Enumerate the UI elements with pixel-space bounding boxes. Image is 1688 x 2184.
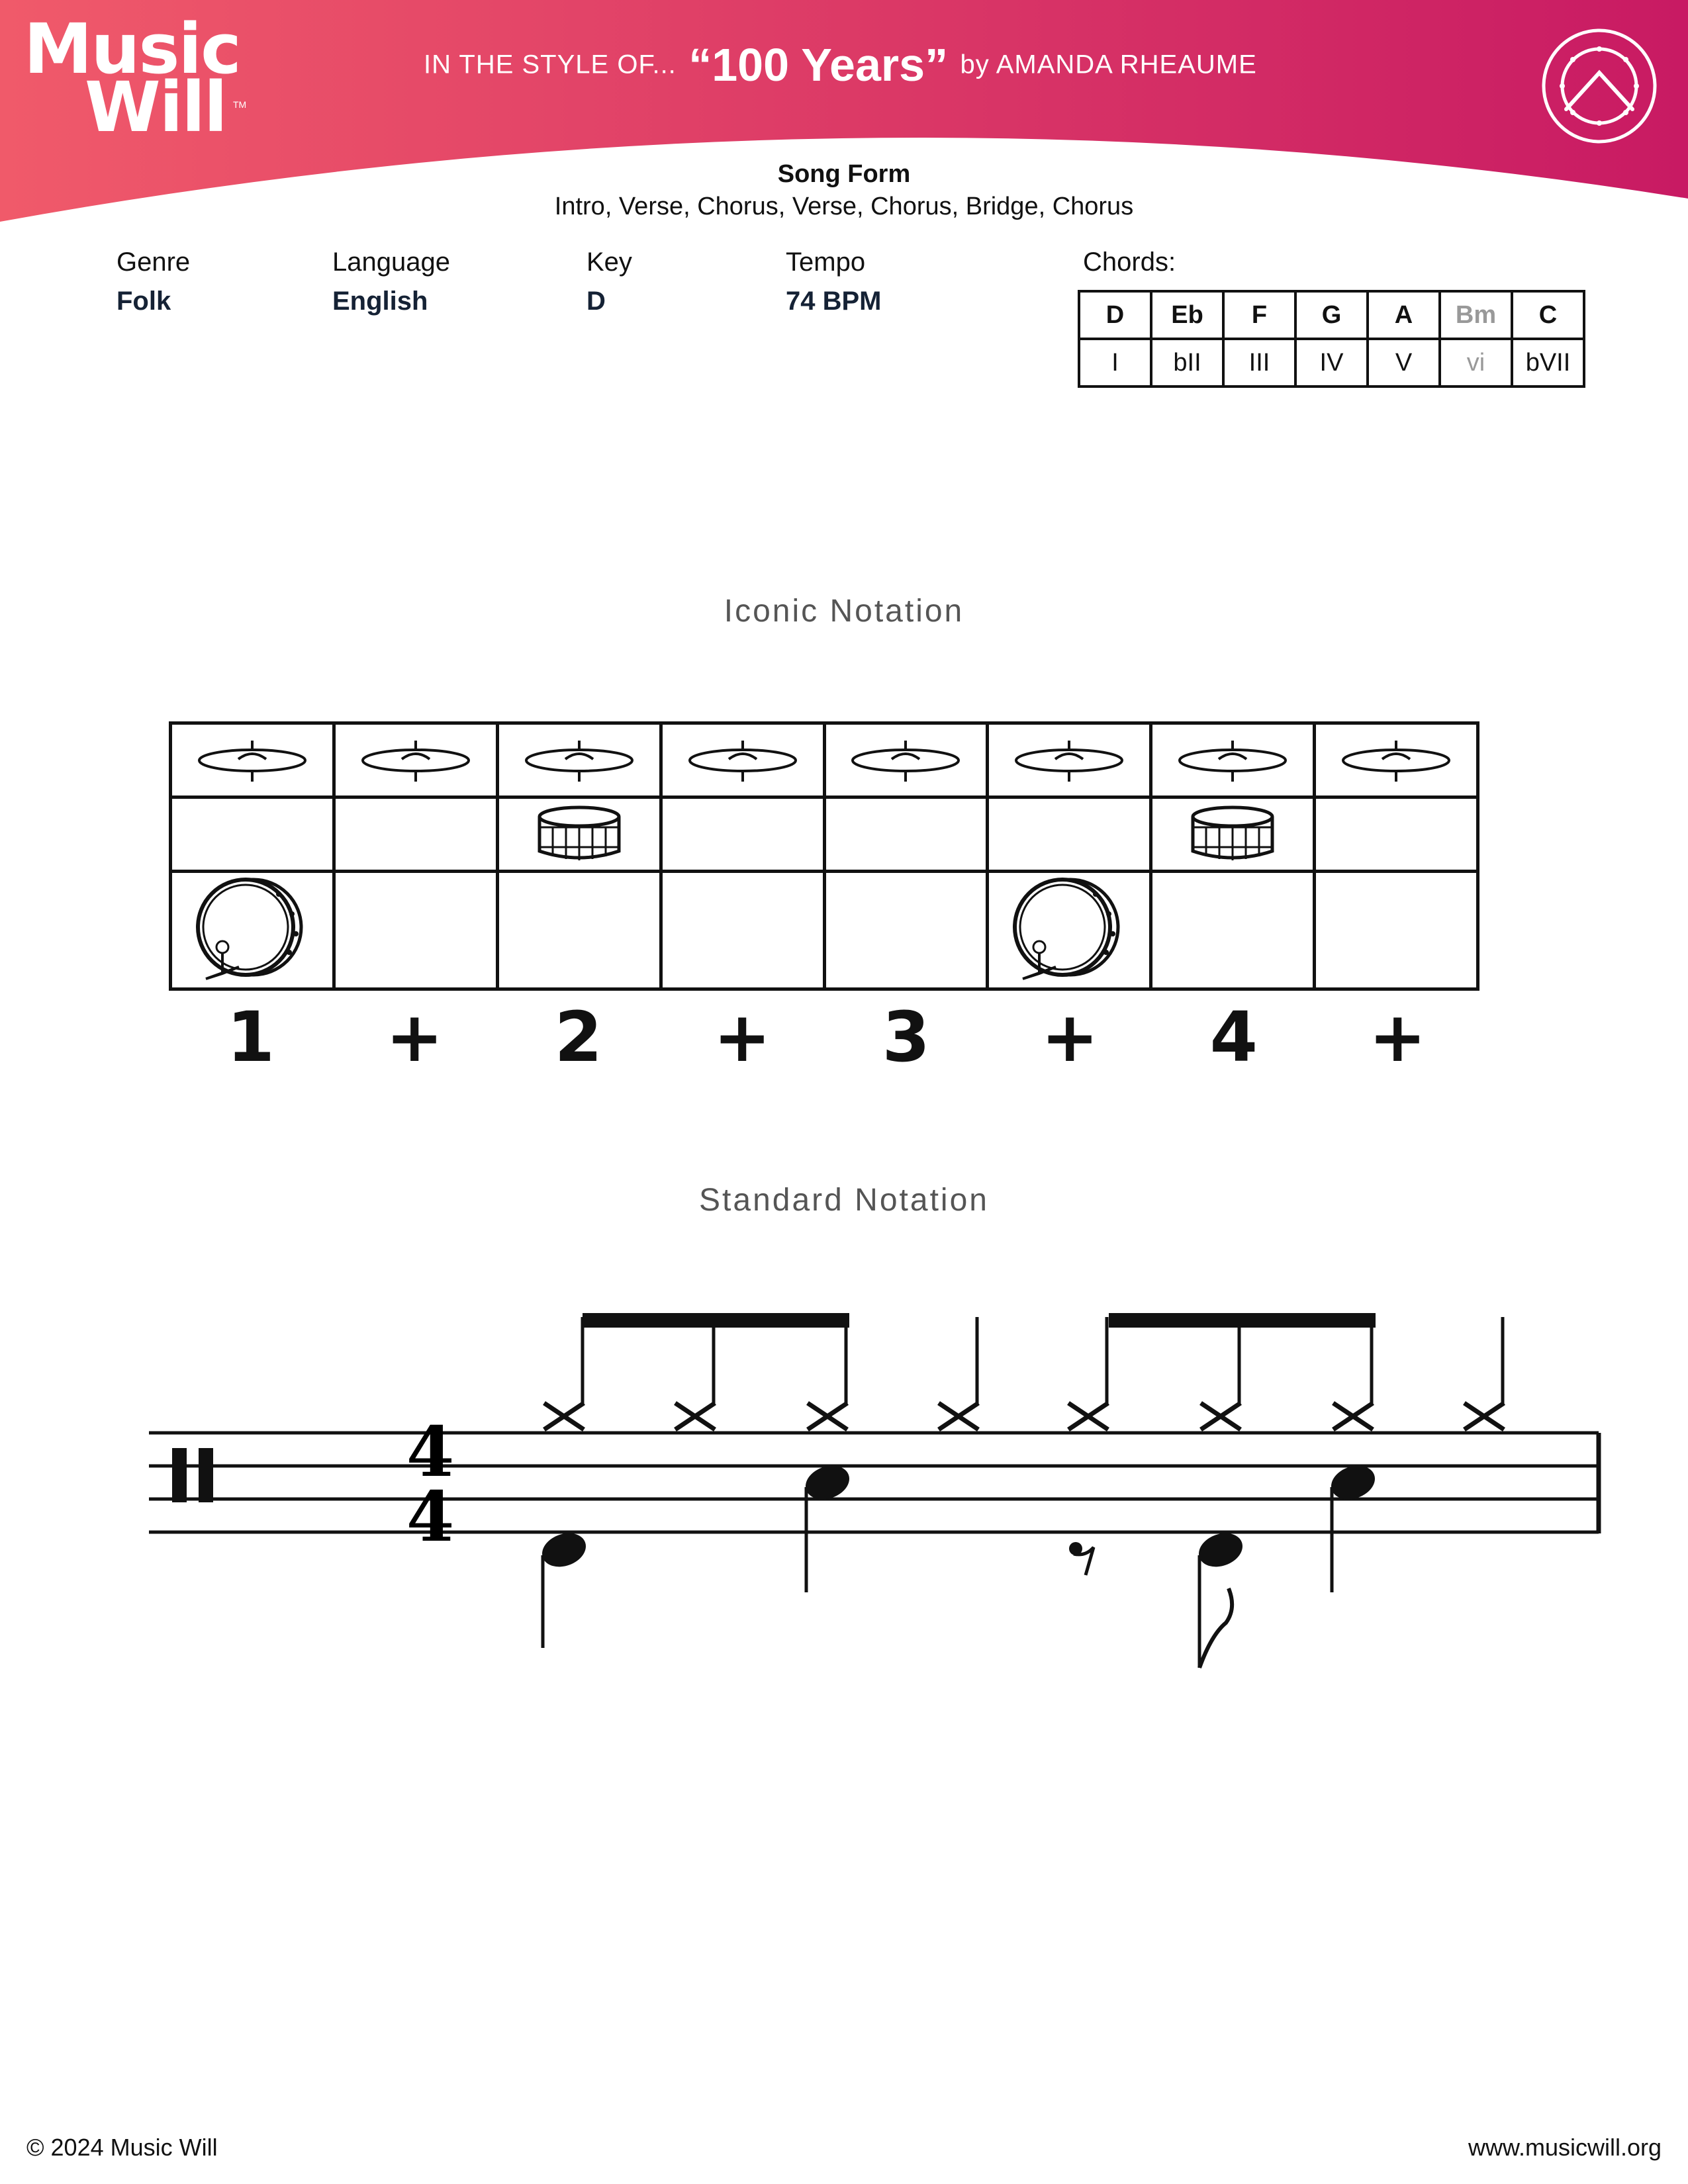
beam-1 (583, 1313, 849, 1328)
chord-name: G (1295, 291, 1368, 339)
hi-hat-cell (1152, 725, 1316, 799)
genre-block (117, 248, 190, 316)
bass-drum-cell (663, 873, 826, 991)
iconic-notation-title: Iconic Notation (724, 594, 964, 629)
copyright: © 2024 Music Will (26, 2134, 218, 2161)
chord-names-row (1079, 291, 1584, 339)
chord-name: C (1512, 291, 1584, 339)
beam-2 (1109, 1313, 1376, 1328)
music-will-logo (24, 9, 262, 148)
snare-cell (336, 799, 499, 873)
chord-numeral: bII (1151, 339, 1223, 387)
genre-label: Genre (117, 248, 191, 277)
tempo-label: Tempo (786, 248, 866, 277)
hi-hat-icon (523, 734, 635, 787)
hi-hat-cell (989, 725, 1152, 799)
logo-trademark: TM (233, 99, 247, 110)
beat-count: 1 (226, 997, 275, 1077)
iconic-grid (169, 721, 1479, 991)
song-form (0, 160, 1688, 221)
hi-hat-icon (849, 734, 962, 787)
beat-count: 2 (554, 997, 602, 1077)
beat-count: + (713, 997, 771, 1077)
language-block (332, 248, 450, 316)
hi-hat-note (1464, 1317, 1504, 1430)
song-form-title: Song Form (777, 160, 911, 188)
chord-numeral: III (1223, 339, 1295, 387)
chord-name: D (1079, 291, 1151, 339)
hi-hat-cell (336, 725, 499, 799)
iconic-notation (169, 721, 1479, 1077)
beat-count: 4 (1209, 997, 1258, 1077)
tempo-value: 74 BPM (786, 287, 882, 316)
kick-note-and-of-3 (1194, 1527, 1247, 1572)
artist-name: by AMANDA RHEAUME (960, 50, 1257, 79)
beat-counts (169, 997, 1479, 1077)
hi-hat-note (1333, 1317, 1373, 1430)
bass-drum-cell (499, 873, 663, 991)
hi-hat-cell (499, 725, 663, 799)
hi-hat-note (544, 1317, 584, 1430)
hi-hat-note (1068, 1317, 1108, 1430)
hi-hat-notes (544, 1317, 1504, 1430)
chord-numeral: bVII (1512, 339, 1584, 387)
hi-hat-cell (826, 725, 990, 799)
hi-hat-icon (1013, 734, 1125, 787)
drum-icon (1540, 26, 1659, 146)
hi-hat-note (1201, 1317, 1241, 1430)
standard-notation-staff (146, 1297, 1615, 1694)
logo-line-1: Music (24, 9, 240, 89)
snare-cell (172, 799, 336, 873)
website-link[interactable]: www.musicwill.org (1468, 2134, 1662, 2161)
song-form-sections: Intro, Verse, Chorus, Verse, Chorus, Bridge, Chorus (554, 193, 1134, 220)
hi-hat-icon (1176, 734, 1289, 787)
chord-name: F (1223, 291, 1295, 339)
chords-label: Chords: (1083, 248, 1176, 277)
key-block (586, 248, 632, 316)
time-signature-top: 4 (406, 1411, 455, 1492)
snare-cell (499, 799, 663, 873)
bass-drum-cell (1152, 873, 1316, 991)
genre-value: Folk (117, 287, 171, 316)
chord-name: Bm (1440, 291, 1512, 339)
snare-cell (989, 799, 1152, 873)
key-value: D (586, 287, 606, 316)
bass-drum-cell (172, 873, 336, 991)
staff-lines (149, 1433, 1599, 1532)
eighth-rest (1069, 1542, 1094, 1575)
chord-numeral: IV (1295, 339, 1368, 387)
hi-hat-beams (583, 1313, 1376, 1328)
beat-count: + (1368, 997, 1427, 1077)
bass-drum-cell (826, 873, 990, 991)
chord-numeral: I (1079, 339, 1151, 387)
key-label: Key (586, 248, 632, 277)
hi-hat-cell (1316, 725, 1479, 799)
hi-hat-icon (196, 734, 308, 787)
language-value: English (332, 287, 428, 316)
title-prefix: IN THE STYLE OF... (424, 50, 677, 79)
percussion-clef (172, 1448, 213, 1502)
chord-name: Eb (1151, 291, 1223, 339)
kick-eighth-flag (1199, 1588, 1232, 1668)
chord-numeral: vi (1440, 339, 1512, 387)
song-title: “100 Years” (688, 39, 949, 91)
beat-count: + (1041, 997, 1099, 1077)
standard-notation-title: Standard Notation (699, 1183, 989, 1218)
hi-hat-note (675, 1317, 715, 1430)
chord-name: A (1368, 291, 1440, 339)
snare-drum-icon (536, 805, 622, 864)
bass-drum-icon (193, 874, 312, 987)
snare-notes (801, 1460, 1380, 1592)
beat-count: 3 (882, 997, 930, 1077)
kick-note-beat-1 (538, 1527, 590, 1572)
snare-cell (1316, 799, 1479, 873)
hi-hat-icon (1340, 734, 1452, 787)
logo-line-2: Will (85, 67, 226, 148)
bass-drum-cell (336, 873, 499, 991)
hi-hat-note (939, 1317, 978, 1430)
song-title-line (424, 38, 1284, 91)
language-label: Language (332, 248, 450, 277)
bass-drum-cell (1316, 873, 1479, 991)
tempo-block (786, 248, 882, 316)
hi-hat-icon (359, 734, 472, 787)
hi-hat-note (808, 1317, 847, 1430)
time-signature (406, 1411, 454, 1557)
chord-table (1078, 290, 1585, 388)
bass-drum-cell (989, 873, 1152, 991)
snare-cell (826, 799, 990, 873)
time-signature-bottom: 4 (406, 1476, 455, 1557)
chord-numerals-row (1079, 339, 1584, 387)
hi-hat-cell (172, 725, 336, 799)
bass-drum-icon (1009, 874, 1129, 987)
snare-drum-icon (1190, 805, 1276, 864)
snare-cell (1152, 799, 1316, 873)
snare-cell (663, 799, 826, 873)
hi-hat-icon (686, 734, 799, 787)
kick-notes (538, 1527, 1247, 1668)
beat-count: + (385, 997, 444, 1077)
hi-hat-cell (663, 725, 826, 799)
chord-numeral: V (1368, 339, 1440, 387)
